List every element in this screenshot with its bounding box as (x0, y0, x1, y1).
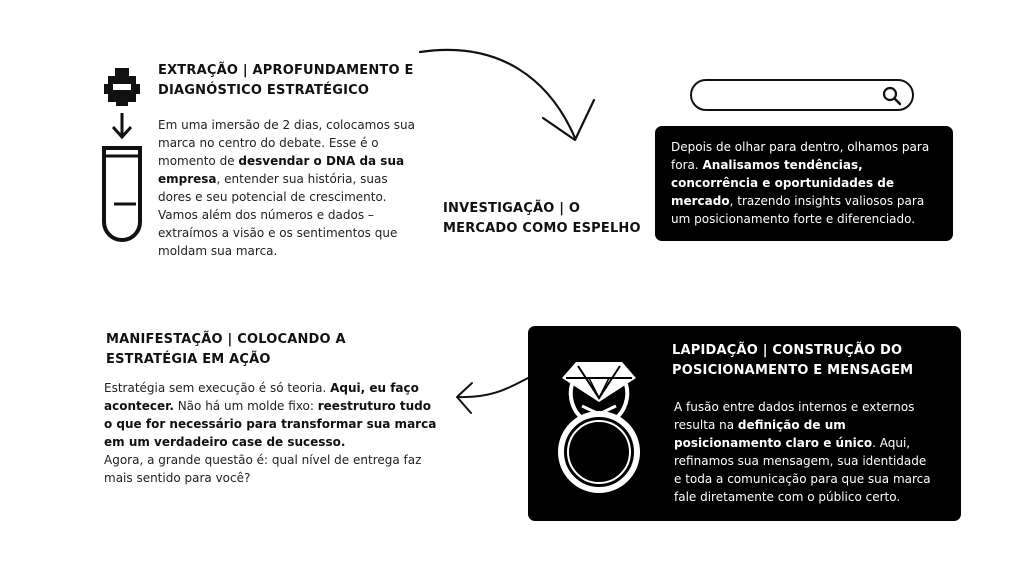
extraction-title: EXTRAÇÃO | APROFUNDAMENTO E DIAGNÓSTICO ESTRATÉGICO (158, 63, 414, 98)
lapidation-title: LAPIDAÇÃO | CONSTRUÇÃO DO POSICIONAMENTO E MENSAGEM (672, 343, 914, 378)
search-bar-icon (690, 79, 914, 111)
manifestation-title: MANIFESTAÇÃO | COLOCANDO A ESTRATÉGIA EM AÇÃO (106, 332, 346, 367)
investigation-box (655, 126, 953, 241)
manifestation-section (104, 330, 444, 487)
emphasis-text: reestruturo tudo o que for necessário para transformar sua marca em um verdadeiro case de sucesso. (104, 399, 437, 449)
emphasis-text: Aqui, eu faço acontecer. (104, 381, 419, 413)
investigation-body: Depois de olhar para dentro, olhamos para fora. Analisamos tendências, concorrência e oportunidades de mercado, trazendo insights valiosos para um posicionamento forte e diferenciado. (671, 140, 930, 226)
investigation-title: INVESTIGAÇÃO | O MERCADO COMO ESPELHO (443, 201, 641, 236)
search-icon (882, 86, 902, 106)
manifestation-body: Estratégia sem execução é só teoria. Aqui, eu faço acontecer. Não há um molde fixo: reestruturo tudo o que for necessário para transformar sua marca em um verdadeiro case de sucesso. Agora, a grande questão é: qual nível de entrega faz mais sentido para você? (104, 381, 437, 485)
emphasis-text: desvendar o DNA da sua empresa (158, 154, 405, 186)
lapidation-body: A fusão entre dados internos e externos resulta na definição de um posicionamento claro e único. Aqui, refinamos sua mensagem, sua identidade e toda a comunicação para que sua marca fale diretamente com o público certo. (674, 400, 931, 504)
extraction-section (158, 61, 420, 260)
emphasis-text: definição de um posicionamento claro e único (674, 418, 873, 450)
lapidation-box (528, 326, 961, 521)
extraction-body: Em uma imersão de 2 dias, colocamos sua marca no centro do debate. Esse é o momento de desvendar o DNA da sua empresa, entender sua história, suas dores e seu potencial de crescimento. Vamos além dos números e dados – extraímos a visão e os sentimentos que moldam sua marca. (158, 118, 415, 258)
emphasis-text: Analisamos tendências, concorrência e oportunidades de mercado (671, 158, 894, 208)
diamond-ring-icon (556, 358, 642, 498)
test-tube-dropper-icon (96, 64, 148, 244)
